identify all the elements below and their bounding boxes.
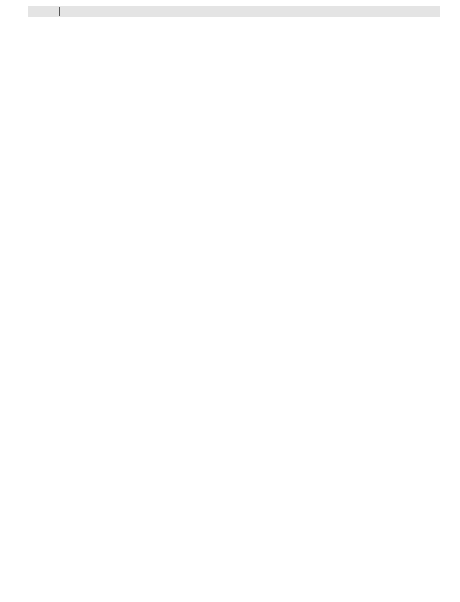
- page-header: [0, 0, 460, 20]
- header-bar: [28, 6, 440, 17]
- header-separator: [59, 7, 60, 16]
